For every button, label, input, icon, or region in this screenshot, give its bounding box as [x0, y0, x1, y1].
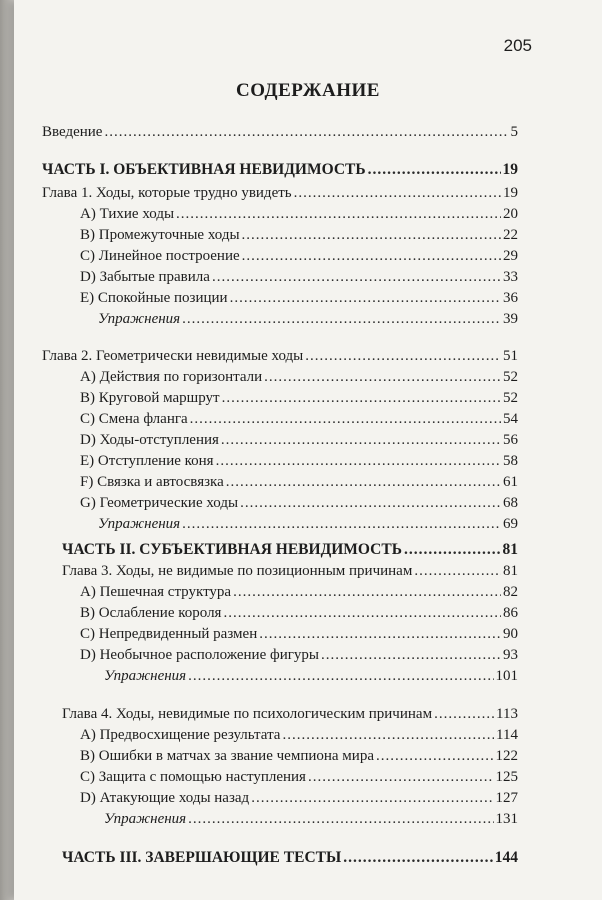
toc-page: 36	[503, 290, 518, 306]
toc-section	[14, 746, 602, 766]
toc-label: A) Предвосхищение результата	[80, 727, 281, 743]
toc-leader-dots	[240, 493, 501, 513]
toc-page: 68	[503, 495, 518, 511]
toc-label: B) Ошибки в матчах за звание чемпиона мира	[80, 748, 374, 764]
toc-page: 19	[502, 161, 518, 178]
toc-leader-dots	[368, 160, 501, 180]
toc-leader-dots	[259, 624, 501, 644]
toc-exercises	[14, 809, 602, 829]
toc-label: Глава 2. Геометрически невидимые ходы	[42, 348, 304, 364]
toc-label: B) Круговой маршрут	[80, 390, 220, 406]
toc-page: 131	[495, 811, 518, 827]
toc-section	[14, 288, 602, 308]
toc-label: C) Линейное построение	[80, 248, 240, 264]
toc-section	[14, 204, 602, 224]
toc-page: 144	[494, 849, 518, 866]
toc-page: 114	[496, 727, 518, 743]
toc-leader-dots	[242, 225, 501, 245]
toc-section	[14, 367, 602, 387]
toc-leader-dots	[264, 367, 501, 387]
toc-label: Упражнения	[104, 668, 187, 684]
toc-label: F) Связка и автосвязка	[80, 474, 224, 490]
toc-page: 127	[495, 790, 518, 806]
toc-section	[14, 624, 602, 644]
toc-leader-dots	[221, 430, 501, 450]
toc-chapter	[14, 183, 602, 203]
toc-label: A) Пешечная структура	[80, 584, 232, 600]
toc-section	[14, 493, 602, 513]
toc-part-heading	[14, 848, 602, 868]
toc-label: E) Спокойные позиции	[80, 290, 228, 306]
toc-label: Упражнения	[98, 311, 181, 327]
toc-section	[14, 225, 602, 245]
toc-leader-dots	[242, 246, 501, 266]
toc-label: Упражнения	[98, 516, 181, 532]
page-gutter-shadow	[0, 0, 14, 900]
toc-page: 29	[503, 248, 518, 264]
book-page	[14, 0, 602, 900]
toc-page: 39	[503, 311, 518, 327]
toc-exercises	[14, 514, 602, 534]
toc-exercises	[14, 666, 602, 686]
toc-chapter	[14, 704, 602, 724]
toc-page: 54	[503, 411, 518, 427]
toc-label: D) Атакующие ходы назад	[80, 790, 250, 806]
toc-label: C) Смена фланга	[80, 411, 188, 427]
toc-label: B) Ослабление короля	[80, 605, 222, 621]
toc-section	[14, 472, 602, 492]
toc-leader-dots	[343, 848, 493, 868]
toc-section	[14, 430, 602, 450]
toc-leader-dots	[222, 388, 501, 408]
toc-leader-dots	[434, 704, 494, 724]
toc-page: 69	[503, 516, 518, 532]
toc-leader-dots	[182, 309, 501, 329]
toc-section	[14, 582, 602, 602]
toc-page: 86	[503, 605, 518, 621]
toc-page: 52	[503, 390, 518, 406]
toc-page: 125	[495, 769, 518, 785]
toc-label: Упражнения	[104, 811, 187, 827]
toc-label: C) Защита с помощью наступления	[80, 769, 306, 785]
toc-leader-dots	[376, 746, 494, 766]
toc-leader-dots	[294, 183, 501, 203]
toc-chapter	[14, 561, 602, 581]
toc-page: 20	[503, 206, 518, 222]
toc-page: 61	[503, 474, 518, 490]
toc-label: Глава 4. Ходы, невидимые по психологическим причинам	[62, 706, 433, 722]
toc-leader-dots	[282, 725, 494, 745]
toc-label: E) Отступление коня	[80, 453, 214, 469]
toc-leader-dots	[212, 267, 501, 287]
toc-leader-dots	[104, 122, 508, 142]
toc-leader-dots	[308, 767, 494, 787]
toc-page: 101	[495, 668, 518, 684]
page-number: 205	[503, 36, 532, 55]
toc-page: 81	[502, 541, 518, 558]
toc-section	[14, 788, 602, 808]
toc-label: C) Непредвиденный размен	[80, 626, 258, 642]
toc-section	[14, 767, 602, 787]
toc-leader-dots	[223, 603, 501, 623]
toc-exercises	[14, 309, 602, 329]
toc-leader-dots	[404, 540, 501, 560]
toc-page: 52	[503, 369, 518, 385]
toc-label: Глава 3. Ходы, не видимые по позиционным причинам	[62, 563, 413, 579]
toc-page: 81	[503, 563, 518, 579]
toc-leader-dots	[188, 666, 493, 686]
toc-label: A) Действия по горизонтали	[80, 369, 263, 385]
table-of-contents	[14, 0, 602, 900]
toc-page: 82	[503, 584, 518, 600]
toc-section	[14, 645, 602, 665]
toc-leader-dots	[182, 514, 501, 534]
toc-page: 58	[503, 453, 518, 469]
toc-label: A) Тихие ходы	[80, 206, 175, 222]
toc-entry	[14, 122, 602, 142]
toc-label: ЧАСТЬ III. ЗАВЕРШАЮЩИЕ ТЕСТЫ	[62, 849, 342, 866]
toc-label: D) Забытые правила	[80, 269, 210, 285]
toc-section	[14, 409, 602, 429]
toc-leader-dots	[251, 788, 493, 808]
toc-label: ЧАСТЬ I. ОБЪЕКТИВНАЯ НЕВИДИМОСТЬ	[42, 161, 366, 178]
toc-section	[14, 603, 602, 623]
toc-leader-dots	[226, 472, 501, 492]
toc-section	[14, 267, 602, 287]
toc-label: Глава 1. Ходы, которые трудно увидеть	[42, 185, 292, 201]
toc-part-heading	[14, 540, 602, 560]
toc-label: D) Необычное расположение фигуры	[80, 647, 319, 663]
toc-page: 5	[510, 124, 518, 140]
toc-leader-dots	[188, 809, 493, 829]
toc-leader-dots	[176, 204, 501, 224]
toc-section	[14, 388, 602, 408]
toc-section	[14, 725, 602, 745]
toc-section	[14, 246, 602, 266]
toc-leader-dots	[305, 346, 501, 366]
toc-leader-dots	[233, 582, 501, 602]
toc-section	[14, 451, 602, 471]
toc-chapter	[14, 346, 602, 366]
toc-leader-dots	[414, 561, 501, 581]
toc-part-heading	[14, 160, 602, 180]
toc-page: 90	[503, 626, 518, 642]
toc-page: 51	[503, 348, 518, 364]
toc-page: 22	[503, 227, 518, 243]
page-title: СОДЕРЖАНИЕ	[236, 80, 380, 101]
toc-label: D) Ходы-отступления	[80, 432, 219, 448]
toc-label: G) Геометрические ходы	[80, 495, 239, 511]
toc-leader-dots	[230, 288, 501, 308]
toc-label: Введение	[42, 124, 103, 140]
toc-page: 93	[503, 647, 518, 663]
toc-label: ЧАСТЬ II. СУБЪЕКТИВНАЯ НЕВИДИМОСТЬ	[62, 541, 402, 558]
toc-page: 19	[503, 185, 518, 201]
toc-page: 33	[503, 269, 518, 285]
toc-leader-dots	[216, 451, 501, 471]
toc-leader-dots	[190, 409, 501, 429]
toc-page: 113	[496, 706, 518, 722]
toc-label: B) Промежуточные ходы	[80, 227, 240, 243]
toc-page: 122	[495, 748, 518, 764]
toc-page: 56	[503, 432, 518, 448]
toc-leader-dots	[321, 645, 501, 665]
